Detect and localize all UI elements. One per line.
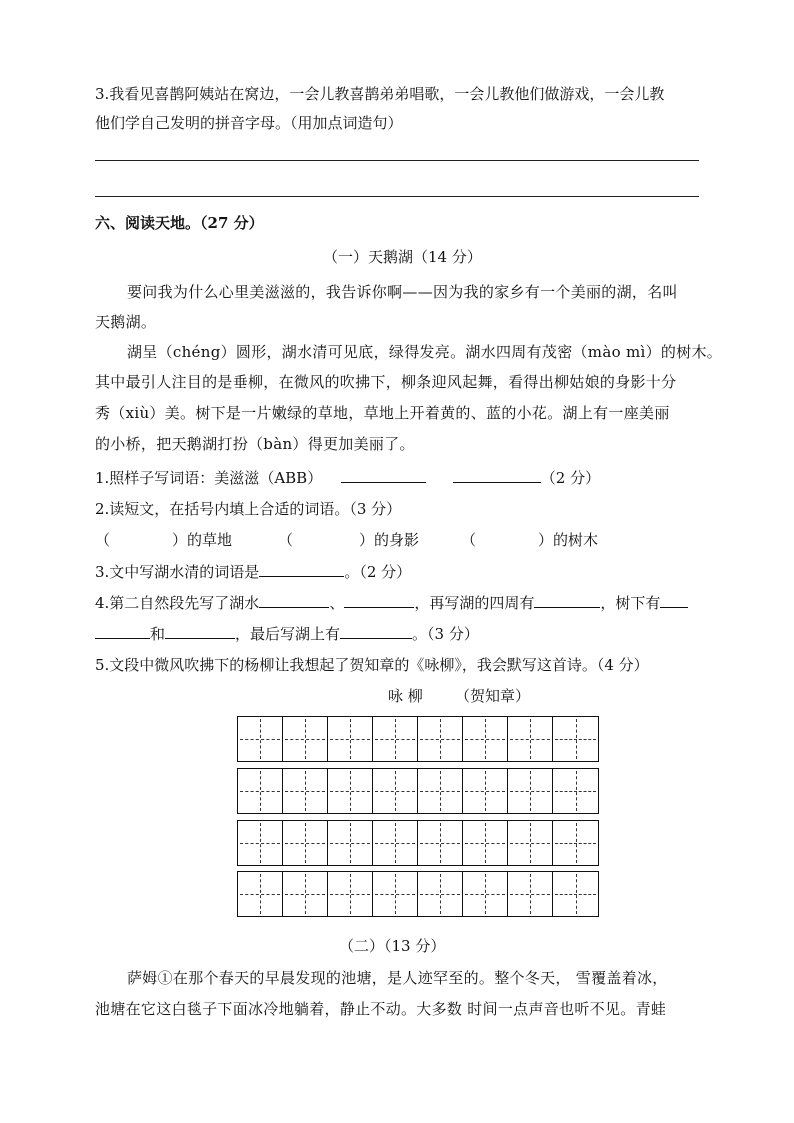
grid-cell[interactable] [373,821,418,865]
q2-b-label: ）的身影 [359,531,420,549]
q4-text-e: 和 [150,625,166,643]
grid-cell[interactable] [238,769,283,813]
grid-cell[interactable] [418,769,463,813]
question-2: 2.读短文，在括号内填上合适的词语。（3 分） [95,500,402,518]
grid-cell[interactable] [508,717,553,761]
q2-item-c [461,529,598,550]
grid-cell[interactable] [283,769,328,813]
q4-text-c: ，再写湖的四周有 [414,594,535,612]
question-4-line1 [95,592,688,613]
grid-cell[interactable] [463,717,508,761]
passage1-p2-line4: 的小桥，把天鹅湖打扮（bàn）得更加美丽了。 [95,435,415,453]
passage1-p1-line2: 天鹅湖。 [95,313,157,331]
poem-title: 咏 柳 [388,687,423,705]
q4-blank-3[interactable] [534,592,600,608]
grid-cell[interactable] [373,769,418,813]
q4-text-d: ，树下有 [600,594,661,612]
q3-score: 。（2 分） [344,563,412,581]
answer-line-1[interactable] [95,160,699,161]
grid-cell[interactable] [283,717,328,761]
grid-cell[interactable] [328,717,373,761]
grid-cell[interactable] [463,821,508,865]
poem-author: （贺知章） [455,687,531,705]
grid-cell[interactable] [373,872,418,916]
q3-prompt-line1: 3.我看见喜鹊阿姨站在窝边，一会儿教喜鹊弟弟唱歌，一会儿教他们做游戏，一会儿教 [95,85,665,103]
q4-blank-4b[interactable] [95,623,150,639]
grid-cell[interactable] [508,769,553,813]
grid-cell[interactable] [238,821,283,865]
passage2-line1: 萨姆①在那个春天的早晨发现的池塘，是人迹罕至的。整个冬天， 雪覆盖着冰， [127,969,668,987]
passage1-title: （一）天鹅湖（14 分） [323,248,482,266]
q2-c-open: （ [461,531,477,549]
section-title: 六、阅读天地。（27 分） [95,214,264,232]
q3-blank[interactable] [259,561,344,577]
q1-prompt: 1.照样子写词语：美滋滋（ABB） [95,469,323,487]
q2-a-label: ）的草地 [172,531,233,549]
grid-cell[interactable] [418,717,463,761]
writing-grid-row-3[interactable] [237,820,599,866]
grid-cell[interactable] [373,717,418,761]
passage1-p2-line3: 秀（xiù）美。树下是一片嫩绿的草地，草地上开着黄的、蓝的小花。湖上有一座美丽 [95,404,670,422]
answer-line-2[interactable] [95,196,699,197]
grid-cell[interactable] [418,872,463,916]
question-3 [95,561,411,582]
q4-blank-6[interactable] [340,623,412,639]
q3-prompt: 3.文中写湖水清的词语是 [95,563,260,581]
q4-blank-5[interactable] [165,623,235,639]
grid-cell[interactable] [418,821,463,865]
grid-cell[interactable] [328,872,373,916]
passage1-p1-line1: 要问我为什么心里美滋滋的，我告诉你啊——因为我的家乡有一个美丽的湖，名叫 [127,283,678,301]
q2-c-label: ）的树木 [538,531,599,549]
question-5: 5.文段中微风吹拂下的杨柳让我想起了贺知章的《咏柳》，我会默写这首诗。（4 分） [95,656,649,674]
q2-item-b [278,529,419,550]
q4-score: 。（3 分） [412,625,479,643]
q1-score: （2 分） [540,469,601,487]
q4-text-b: 、 [329,594,345,612]
grid-cell[interactable] [463,872,508,916]
q4-blank-4a[interactable] [660,592,688,608]
question-1 [95,467,600,488]
grid-cell[interactable] [508,872,553,916]
grid-cell[interactable] [328,821,373,865]
grid-cell[interactable] [463,769,508,813]
q3-prompt-line2: 他们学自己发明的拼音字母。（用加点词造句） [95,114,403,132]
grid-cell[interactable] [283,872,328,916]
grid-cell[interactable] [553,717,598,761]
grid-cell[interactable] [553,872,598,916]
writing-grid-row-4[interactable] [237,871,599,917]
passage2-line2: 池塘在它这白毯子下面冰冷地躺着，静止不动。大多数 时间一点声音也听不见。青蛙 [95,1000,667,1018]
passage2-title: （二）（13 分） [339,937,446,955]
q2-b-open: （ [278,531,294,549]
passage1-p2-line2: 其中最引人注目的是垂柳，在微风的吹拂下，柳条迎风起舞，看得出柳姑娘的身影十分 [95,373,677,391]
grid-cell[interactable] [238,717,283,761]
q4-text-a: 4.第二自然段先写了湖水 [95,594,260,612]
grid-cell[interactable] [328,769,373,813]
writing-grid-row-1[interactable] [237,716,599,762]
grid-cell[interactable] [283,821,328,865]
question-4-line2 [95,623,479,644]
q4-text-f: ，最后写湖上有 [235,625,341,643]
q2-item-a [95,529,232,550]
q2-a-open: （ [95,531,111,549]
q4-blank-2[interactable] [344,592,414,608]
grid-cell[interactable] [553,769,598,813]
passage1-p2-line1: 湖呈（chéng）圆形，湖水清可见底，绿得发亮。湖水四周有茂密（mào mì）的树木。 [127,343,723,361]
q4-blank-1[interactable] [259,592,329,608]
grid-cell[interactable] [238,872,283,916]
q1-blank-2[interactable] [453,467,541,483]
writing-grid-row-2[interactable] [237,768,599,814]
grid-cell[interactable] [553,821,598,865]
grid-cell[interactable] [508,821,553,865]
q1-blank-1[interactable] [341,467,426,483]
